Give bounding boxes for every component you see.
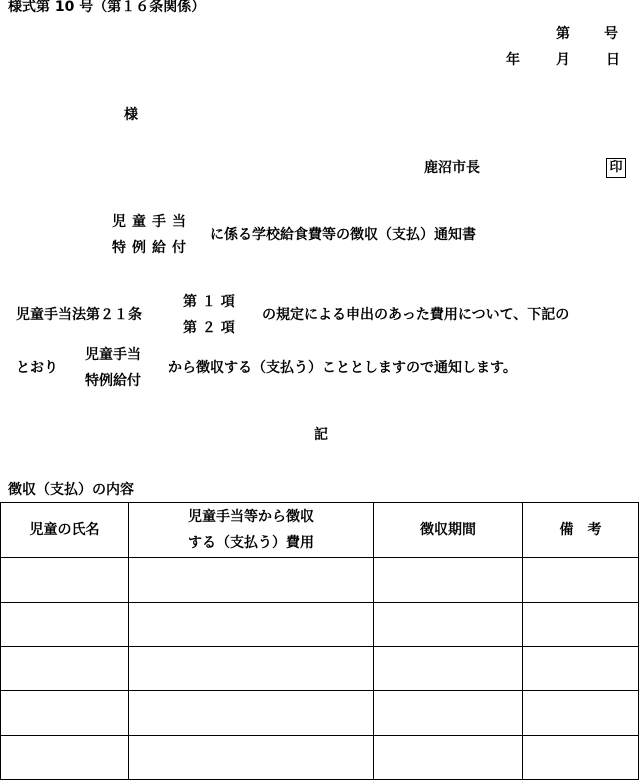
cell-remarks[interactable] — [523, 647, 639, 691]
header-fee-line2: する（支払う）費用 — [188, 535, 314, 552]
cell-remarks[interactable] — [523, 602, 639, 646]
document-title: に係る学校給食費等の徴収（支払）通知書 — [210, 227, 476, 243]
date-year: 年 — [506, 52, 520, 68]
doc-number-go: 号 — [604, 26, 618, 42]
title-option-1: 児童手当 — [112, 214, 192, 230]
table-header-row — [1, 503, 639, 558]
table-row — [1, 735, 639, 779]
cell-child-name[interactable] — [1, 691, 129, 735]
sender-title: 鹿沼市長 — [424, 160, 480, 176]
form-label: 様式第 10 号（第１６条関係） — [8, 0, 206, 15]
title-option-2: 特例給付 — [112, 240, 192, 256]
table-row — [1, 647, 639, 691]
cell-period[interactable] — [374, 558, 523, 602]
cell-child-name[interactable] — [1, 558, 129, 602]
seal-mark: 印 — [606, 158, 626, 178]
cell-fee[interactable] — [129, 735, 374, 779]
body-option-1: 児童手当 — [85, 347, 141, 363]
clause-2: 第 ２ 項 — [183, 320, 235, 336]
cell-fee[interactable] — [129, 647, 374, 691]
cell-child-name[interactable] — [1, 735, 129, 779]
body-line2-prefix: とおり — [16, 360, 58, 376]
table-row — [1, 602, 639, 646]
ki-heading: 記 — [314, 427, 328, 443]
header-period: 徴収期間 — [374, 503, 523, 558]
cell-period[interactable] — [374, 602, 523, 646]
date-day: 日 — [606, 52, 620, 68]
header-remarks: 備 考 — [523, 503, 639, 558]
cell-fee[interactable] — [129, 602, 374, 646]
table-row — [1, 691, 639, 735]
cell-remarks[interactable] — [523, 691, 639, 735]
section-heading: 徴収（支払）の内容 — [8, 482, 134, 498]
cell-child-name[interactable] — [1, 602, 129, 646]
header-fee — [129, 503, 374, 558]
body-line1-prefix: 児童手当法第２１条 — [16, 307, 142, 323]
body-line2-suffix: から徴収する（支払う）こととしますので通知します。 — [168, 360, 517, 376]
recipient-suffix: 様 — [124, 107, 138, 123]
header-fee-line1: 児童手当等から徴収 — [188, 509, 314, 526]
body-line1-suffix: の規定による申出のあった費用について、下記の — [262, 307, 570, 323]
cell-fee[interactable] — [129, 691, 374, 735]
clause-1: 第 １ 項 — [183, 294, 235, 310]
cell-period[interactable] — [374, 691, 523, 735]
cell-period[interactable] — [374, 735, 523, 779]
cell-remarks[interactable] — [523, 558, 639, 602]
cell-remarks[interactable] — [523, 735, 639, 779]
contents-table — [0, 502, 639, 780]
cell-fee[interactable] — [129, 558, 374, 602]
cell-period[interactable] — [374, 647, 523, 691]
cell-child-name[interactable] — [1, 647, 129, 691]
doc-number-dai: 第 — [556, 26, 570, 42]
header-child-name: 児童の氏名 — [1, 503, 129, 558]
table-row — [1, 558, 639, 602]
date-month: 月 — [556, 52, 570, 68]
body-option-2: 特例給付 — [85, 373, 141, 389]
